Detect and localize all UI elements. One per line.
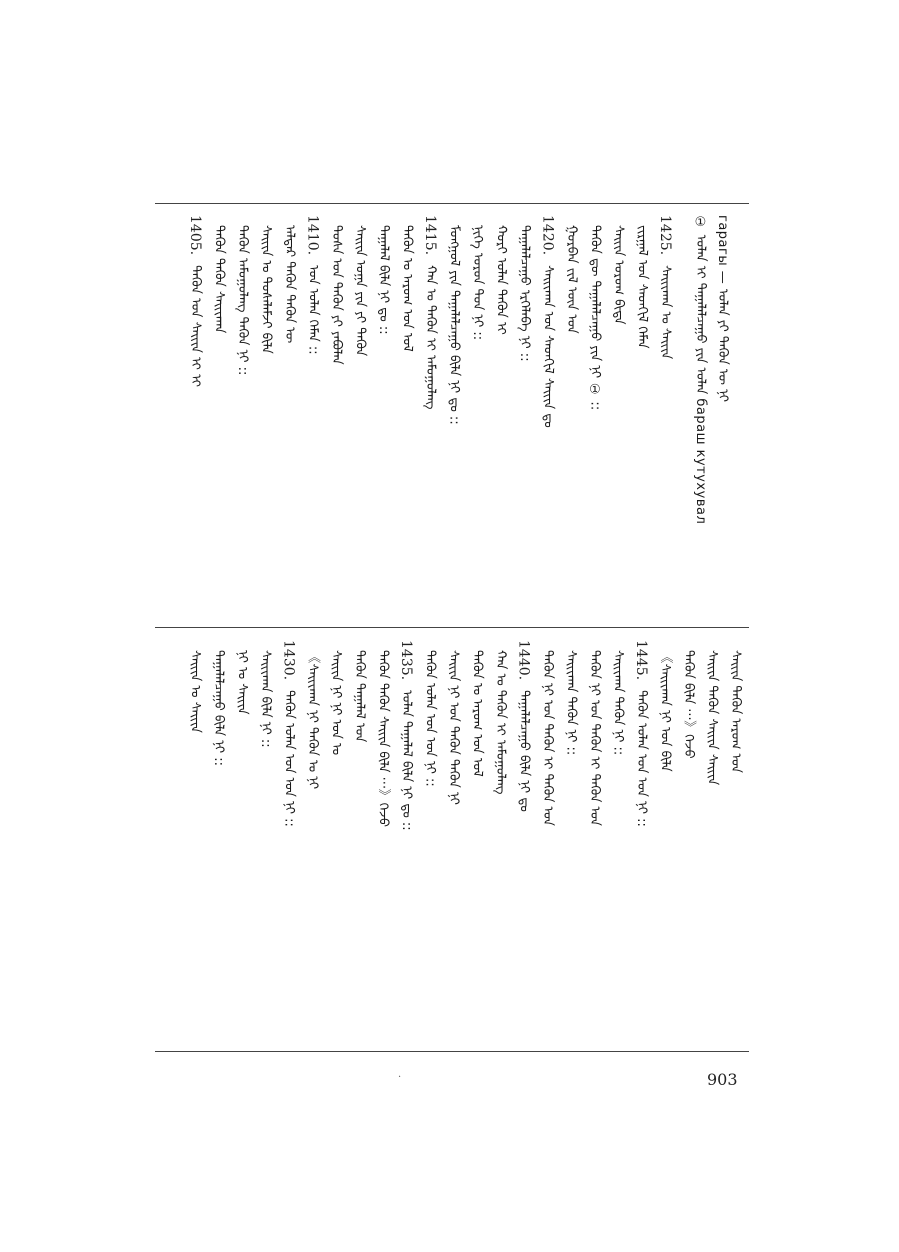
middle-rule: [155, 627, 749, 628]
page-speck: ·: [398, 1072, 402, 1083]
line-number: 1410.: [304, 215, 321, 256]
verse-line: [420, 215, 440, 410]
line-text: ᠨᠢᠭᠡ ᠣᠷᠣᠨ ᠲᠤᠨ ᠨᠢ ::: [470, 225, 485, 341]
line-text: ᠰᠠᠢᠢᠨ ᠣ ᠰᠠᠢᠢᠨ: [187, 650, 203, 733]
line-text: ᠲᠡᠭᠦᠨ ᠨᠢ ᠤᠨ ᠲᠡᠭᠦᠨ ᠢ ᠲᠡᠭᠦᠨ ᠣᠨ: [587, 650, 602, 826]
verse-line: [232, 215, 252, 375]
line-text: ᠰᠠᠢᠢᠨ ᠤ ᠲᠤᠰᠠᠯᠠᠮᠵᠢ ᠪᠢᠯᠡ: [258, 225, 274, 354]
line-text: ᠬᠠᠨ ᠤ ᠲᠡᠭᠦᠨ ᠢ ᠠᠮᠤᠭᠤᠯᠠᠩ: [493, 650, 508, 795]
verse-line: [255, 640, 275, 748]
line-text: ᠵᠢᠷᠭᠠᠯ ᠤᠨ ᠰᠡᠳᠬᠢᠯ ᠬᠡᠮᠡᠨ: [634, 225, 650, 349]
line-text: ᠲᠡᠭᠦᠨ ᠤᠨ ᠰᠠᠢᠢᠨ ᠢ ᠢ: [188, 265, 203, 387]
line-text: ᠰᠠᠢᠢᠨ ᠨᠢ ᠨᠢ ᠤᠨ ᠤ: [328, 650, 344, 756]
verse-line: [279, 640, 299, 827]
verse-line: [514, 215, 534, 362]
line-number: 1435.: [398, 640, 414, 681]
line-text: ᠮᠣᠩᠭᠣᠯ ᠶᠢᠨ ᠲᠠᠭᠠᠯᠠᠯᠴᠠᠭᠤ ᠪᠢᠯᠡ ᠨᠢ ᠳᠤ ::: [446, 225, 462, 425]
upper-text-block: [150, 215, 750, 615]
line-text: ᠲᠠᠭᠠᠯᠠᠯᠴᠠᠭᠤ ᠪᠢᠯᠡ ᠨᠢ ::: [211, 650, 226, 766]
line-text: ᠲᠡᠭᠦᠨ ᠲᠡᠭᠦᠨ ᠰᠠᠢᠢᠬᠠᠨ: [211, 225, 227, 334]
line-number: 1445.: [633, 640, 649, 681]
verse-line: [350, 215, 370, 356]
verse-line: [725, 640, 745, 773]
line-text: 《ᠰᠠᠢᠢᠬᠠᠨ ᠨᠢ ᠤᠨ ᠪᠢᠯᠡ: [657, 650, 673, 772]
line-number: 1420.: [539, 215, 556, 256]
verse-line: [467, 215, 487, 340]
line-text: ᠰᠠᠢᠢᠨ ᠲᠡᠭᠦᠨ ᠠᠷᠤᠭ ᠣᠨ: [728, 650, 743, 773]
footnote-text: ᠣᠯᠠᠨ ᠢ ᠲᠠᠭᠠᠯᠠᠯᠴᠠᠭᠤ ᠶᠢᠨ ᠣᠯᠠᠨ бараш кутухувал: [693, 234, 708, 525]
verse-line: [561, 215, 581, 334]
line-text: ᠰᠠᠢᠢᠬᠠᠨ ᠲᠡᠭᠦᠨ ᠨᠢ ::: [563, 650, 579, 756]
line-number: 1440.: [515, 640, 532, 681]
line-text: ᠲᠠᠭᠠᠯᠠᠯ ᠪᠢᠯᠡ ᠨᠢ ᠳᠤ ::: [376, 225, 391, 335]
footnote-marker: ①: [693, 215, 708, 230]
verse-line: [256, 215, 276, 354]
line-text: ᠲᠡᠭᠦᠨ ᠨᠢ ᠤᠨ ᠲᠡᠭᠦᠨ ᠢ ᠲᠡᠭᠦᠨ ᠣᠨ: [540, 650, 555, 826]
line-number: 1405.: [187, 215, 203, 256]
verse-line: [396, 640, 416, 831]
line-text: ᠲᠡᠭᠦᠨ ᠣᠯᠠᠨ ᠤᠨ ᠣᠨ ᠨᠢ ::: [422, 650, 438, 787]
line-text: ᠲᠡᠭᠦᠨ ᠳᠦ ᠲᠠᠭᠠᠯᠠᠯᠴᠠᠭᠤ ᠶᠢᠨ ᠨᠢ ① ::: [587, 225, 603, 411]
verse-line: [326, 640, 346, 755]
line-text: ᠲᠠᠭᠠᠯᠠᠯᠴᠠᠭᠤ ᠪᠢᠯᠡ ᠨᠢ ᠳᠤ: [516, 690, 532, 812]
line-text: ᠲᠤᠰᠠ ᠤᠨ ᠲᠡᠭᠦᠨ ᠶᠢ ᠶᠠᠪᠤᠯᠠᠨ: [329, 225, 344, 365]
verse-line: [655, 215, 675, 359]
verse-line: [420, 640, 440, 787]
verse-line: [373, 640, 393, 827]
line-text: ᠲᠡᠭᠦᠨ ᠪᠢᠯᠡ ···》ᠭᠡᠵᠦ: [681, 650, 696, 759]
line-number: 1425.: [657, 215, 673, 256]
verse-line: [608, 215, 628, 325]
top-rule: [155, 203, 749, 204]
verse-line: [608, 640, 628, 755]
verse-line: [491, 215, 511, 335]
line-text: ᠣᠨ ᠤᠯᠠᠨ ᠬᠡᠮᠡᠨ ::: [305, 265, 321, 355]
verse-line: [631, 640, 651, 827]
line-text: ᠰᠠᠢᠢᠨ ᠲᠡᠭᠦᠨ ᠰᠠᠢᠢᠨ ᠰᠠᠢᠢᠨ: [704, 650, 720, 786]
line-text: 《ᠰᠠᠢᠢᠬᠠᠨ ᠨᠢ ᠲᠡᠭᠦᠨ ᠤ ᠨᠢ: [305, 650, 320, 790]
line-text: ᠲᠡᠭᠦᠨ ᠤ ᠠᠷᠤᠭ ᠣᠨ ᠣᠯ: [469, 650, 485, 777]
footnote-header: [712, 215, 732, 402]
verse-line: [514, 640, 534, 812]
verse-line: [302, 640, 322, 789]
verse-line: [702, 640, 722, 785]
line-text: ᠬᠣᠷᠢ ᠣᠯᠠᠨ ᠲᠡᠭᠦᠨ ᠢ: [493, 225, 509, 335]
verse-line: [303, 215, 323, 355]
verse-line: [185, 640, 205, 733]
verse-line: [397, 215, 417, 352]
verse-line: [537, 640, 557, 826]
line-text: ᠬᠠᠨ ᠤ ᠲᠡᠭᠦᠨ ᠢ ᠠᠮᠤᠭᠤᠯᠠᠩ: [423, 265, 438, 410]
line-text: ᠨᠢ ᠣ ᠰᠠᠢᠢᠨ: [234, 650, 250, 715]
verse-line: [585, 215, 605, 410]
verse-line: [443, 640, 463, 805]
line-text: ᠲᠡᠭᠦᠨ ᠤ ᠠᠷᠤᠭ ᠣᠨ ᠣᠯ: [399, 225, 415, 352]
line-text: ᠲᠡᠭᠦᠨ ᠲᠠᠭᠠᠯᠠᠯ ᠣᠨ: [352, 650, 367, 743]
verse-line: [444, 215, 464, 425]
line-text: ᠰᠠᠢᠢᠬᠠᠨ ᠲᠡᠭᠦᠨ ᠨᠢ ::: [610, 650, 626, 756]
line-text: ᠰᠠᠢᠢᠬᠠᠨ ᠤ ᠰᠠᠢᠢᠨ: [658, 265, 673, 360]
line-number: 1415.: [422, 215, 438, 256]
verse-line: [232, 640, 252, 715]
verse-line: [561, 640, 581, 755]
verse-line: [655, 640, 675, 772]
line-text: ᠰᠠᠢᠢᠬᠠᠨ ᠤᠨ ᠰᠡᠳᠬᠢᠯ ᠰᠠᠢᠢᠨ ᠳᠤ: [540, 265, 556, 428]
page-number: 903: [707, 1070, 738, 1089]
line-text: ᠲᠡᠭᠦᠨ ᠣᠯᠠᠨ ᠤᠨ ᠣᠨ ᠨᠢ ::: [634, 690, 649, 827]
line-text: ᠲᠡᠭᠦᠨ ᠣᠯᠠᠨ ᠤᠨ ᠣᠨ ᠨᠢ ::: [281, 690, 297, 827]
verse-line: [467, 640, 487, 777]
verse-line: [490, 640, 510, 794]
line-text: ᠠᠯᠳᠠᠷ ᠲᠡᠭᠦᠨ ᠲᠡᠭᠦᠨ ᠦ: [282, 225, 297, 344]
footnote-header-text: гарагы — ᠣᠯᠠᠨ ᠶᠢ ᠲᠡᠭᠦᠨ ᠦ ᠨᠢ: [715, 215, 730, 402]
verse-line: [208, 640, 228, 766]
verse-line: [538, 215, 558, 428]
lower-text-block: [150, 640, 750, 1040]
bottom-rule: [155, 1051, 749, 1052]
verse-line: [678, 640, 698, 759]
line-text: ᠲᠠᠭᠠᠯᠠᠯᠴᠠᠭᠤ ᠡᠷᠬᠡᠯᠡᠪᠡ ᠨᠢ ::: [517, 225, 532, 362]
verse-line: [326, 215, 346, 365]
line-text: ᠰᠠᠢᠢᠬᠠᠨ ᠪᠢᠯᠡ ᠨᠢ ::: [258, 650, 273, 748]
verse-line: [349, 640, 369, 742]
footnote: [690, 215, 710, 524]
line-text: ᠣᠯᠠᠨ ᠲᠠᠭᠠᠯᠠᠯ ᠪᠢᠯᠡ ᠨᠢ ᠳᠤ ::: [399, 690, 414, 831]
verse-line: [632, 215, 652, 349]
verse-line: [584, 640, 604, 826]
line-number: 1430.: [280, 640, 297, 681]
line-text: ᠰᠠᠢᠢᠨ ᠨᠢ ᠤᠨ ᠲᠡᠭᠦᠨ ᠲᠡᠭᠦᠨ ᠨᠢ: [446, 650, 461, 805]
verse-line: [373, 215, 393, 335]
verse-line: [279, 215, 299, 343]
line-text: ᠭᠤᠷᠪᠠᠨ ᠵᠢᠯ ᠦᠨ ᠣᠨ: [564, 225, 579, 334]
line-text: ᠰᠠᠢᠢᠨ ᠤᠷᠤᠭ ᠪᠢᠳᠠ: [611, 225, 626, 325]
verse-line: [209, 215, 229, 333]
line-text: ᠰᠠᠢᠢᠨ ᠤᠭᠠ ᠶᠢᠨ ᠶᠢ ᠲᠡᠭᠦᠨ: [352, 225, 368, 357]
line-text: ᠲᠡᠭᠦᠨ ᠠᠮᠤᠭᠤᠯᠠᠩ ᠲᠡᠭᠦᠨ ᠨᠢ ::: [235, 225, 250, 376]
verse-line: [185, 215, 205, 387]
line-text: ᠲᠡᠭᠦᠨ ᠲᠡᠭᠦᠨ ᠰᠠᠢᠢᠨ ᠪᠢᠯᠡ ···》ᠭᠡᠵᠦ: [375, 650, 391, 827]
